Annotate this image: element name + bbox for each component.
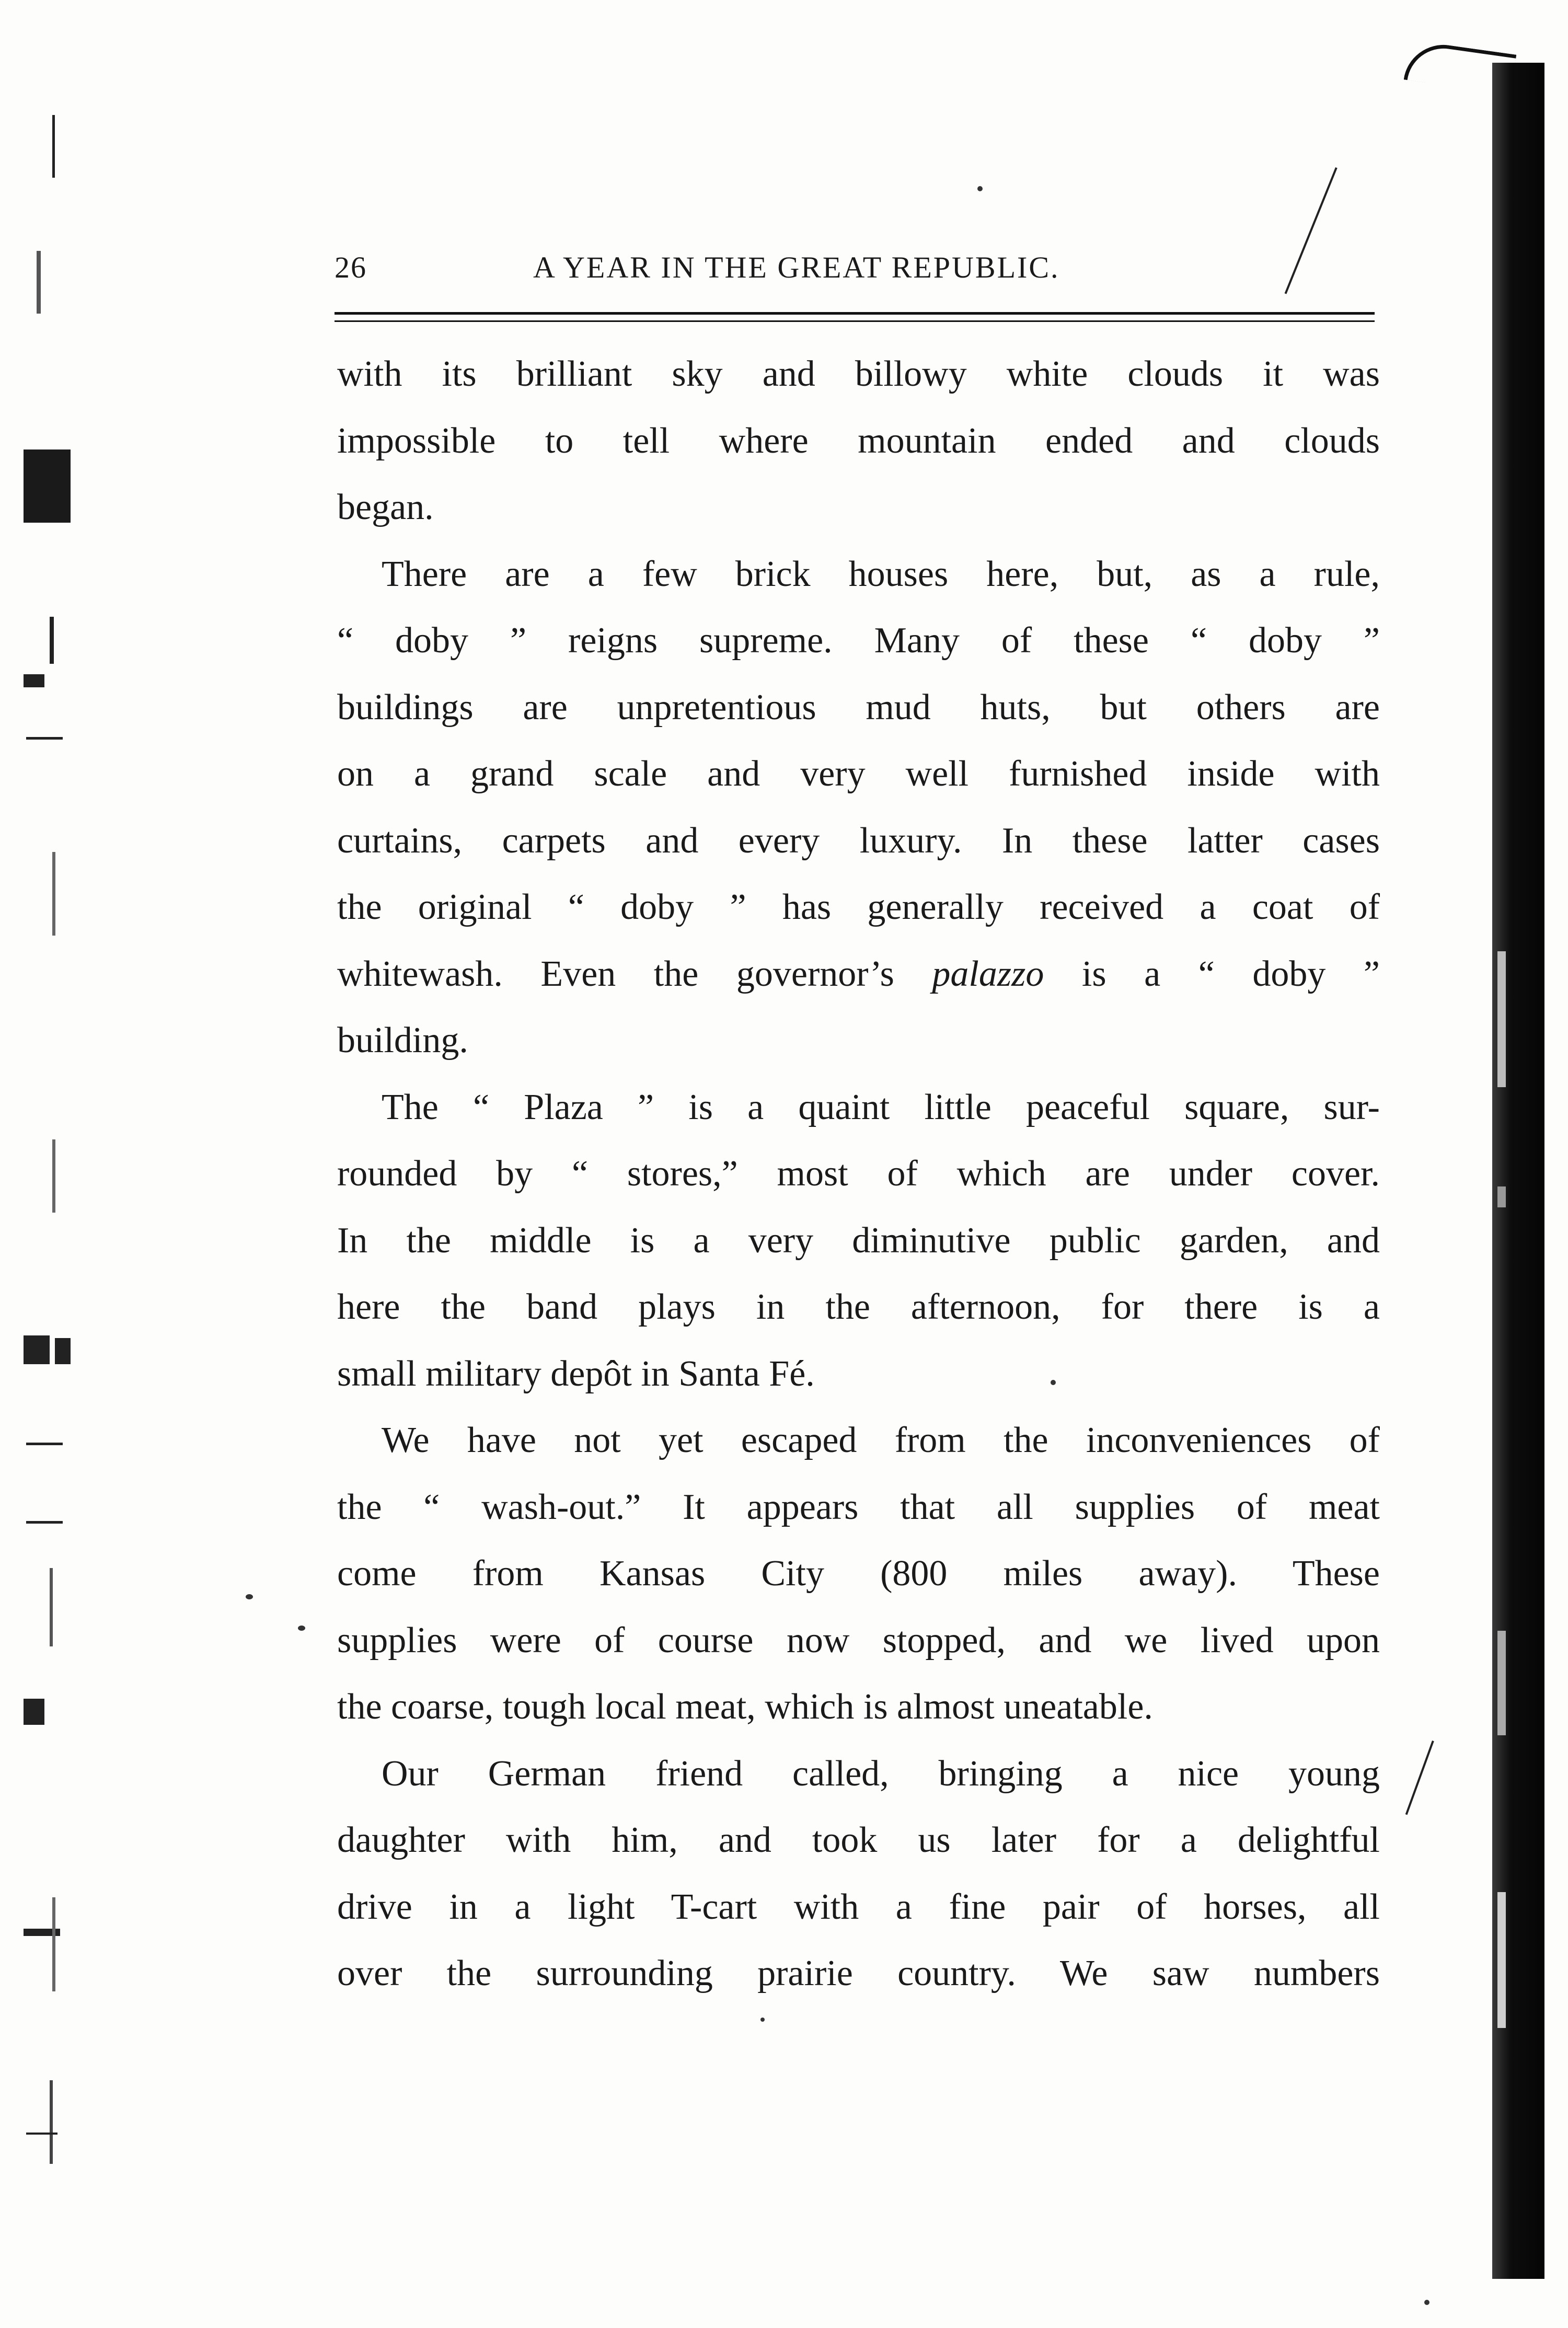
text-line: small military depôt in Santa Fé.: [337, 1353, 815, 1394]
text-line: curtains, carpets and every luxury. In these latter cases: [337, 820, 1380, 861]
header-rule: [335, 320, 1375, 322]
text-line: rounded by “ stores,” most of which are under cover.: [337, 1154, 1380, 1194]
running-title: A YEAR IN THE GREAT REPUBLIC.: [533, 250, 1060, 284]
text-line: with its brilliant sky and billowy white clouds it was: [337, 354, 1380, 394]
dust-speck: [760, 2018, 765, 2022]
text-line: buildings are unpretentious mud huts, but others are: [337, 687, 1380, 728]
text-line: building.: [337, 1020, 468, 1061]
text-line: drive in a light T-cart with a fine pair of horses, all: [337, 1886, 1380, 1927]
text-line: over the surrounding prairie country. We saw numbers: [337, 1953, 1380, 1993]
dust-speck: [246, 1594, 253, 1599]
text-line: “ doby ” reigns supreme. Many of these “ doby ”: [337, 620, 1380, 661]
dust-speck: [298, 1626, 305, 1631]
page-edge-shadow: [1492, 63, 1544, 2279]
text-line: daughter with him, and took us later for a delightful: [337, 1820, 1380, 1860]
text-line: here the band plays in the afternoon, for there is a: [337, 1287, 1380, 1327]
page-header: [335, 250, 1380, 292]
text-line: come from Kansas City (800 miles away). These: [337, 1553, 1380, 1594]
body-text: [337, 341, 1380, 2007]
text-segment: whitewash. Even the governor’s: [337, 953, 932, 994]
text-segment: is a “ doby ”: [1044, 953, 1380, 994]
text-line: began.: [337, 487, 434, 527]
text-line: the coarse, tough local meat, which is almost uneatable.: [337, 1687, 1153, 1727]
binding-gutter: [21, 94, 73, 2289]
header-rule: [335, 312, 1375, 315]
text-line: supplies were of course now stopped, and we lived upon: [337, 1620, 1380, 1661]
text-line: on a grand scale and very well furnished inside with: [337, 754, 1380, 794]
stray-mark: [1405, 1741, 1434, 1815]
italic-word: palazzo: [932, 953, 1044, 994]
page-number: 26: [335, 250, 367, 284]
text-line: We have not yet escaped from the inconveniences of: [382, 1420, 1380, 1460]
text-line: There are a few brick houses here, but, as a rule,: [382, 554, 1380, 594]
dust-speck: [977, 186, 983, 191]
text-line: Our German friend called, bringing a nice young: [382, 1753, 1380, 1794]
text-line-with-italic: [337, 941, 1380, 1008]
dust-speck: [1424, 2300, 1429, 2305]
text-line: the “ wash-out.” It appears that all supplies of meat: [337, 1486, 1380, 1527]
text-line: the original “ doby ” has generally received a coat of: [337, 887, 1380, 927]
text-line: In the middle is a very diminutive public garden, and: [337, 1220, 1380, 1261]
text-line: impossible to tell where mountain ended and clouds: [337, 420, 1380, 461]
text-line: The “ Plaza ” is a quaint little peaceful square, sur-: [382, 1087, 1380, 1127]
